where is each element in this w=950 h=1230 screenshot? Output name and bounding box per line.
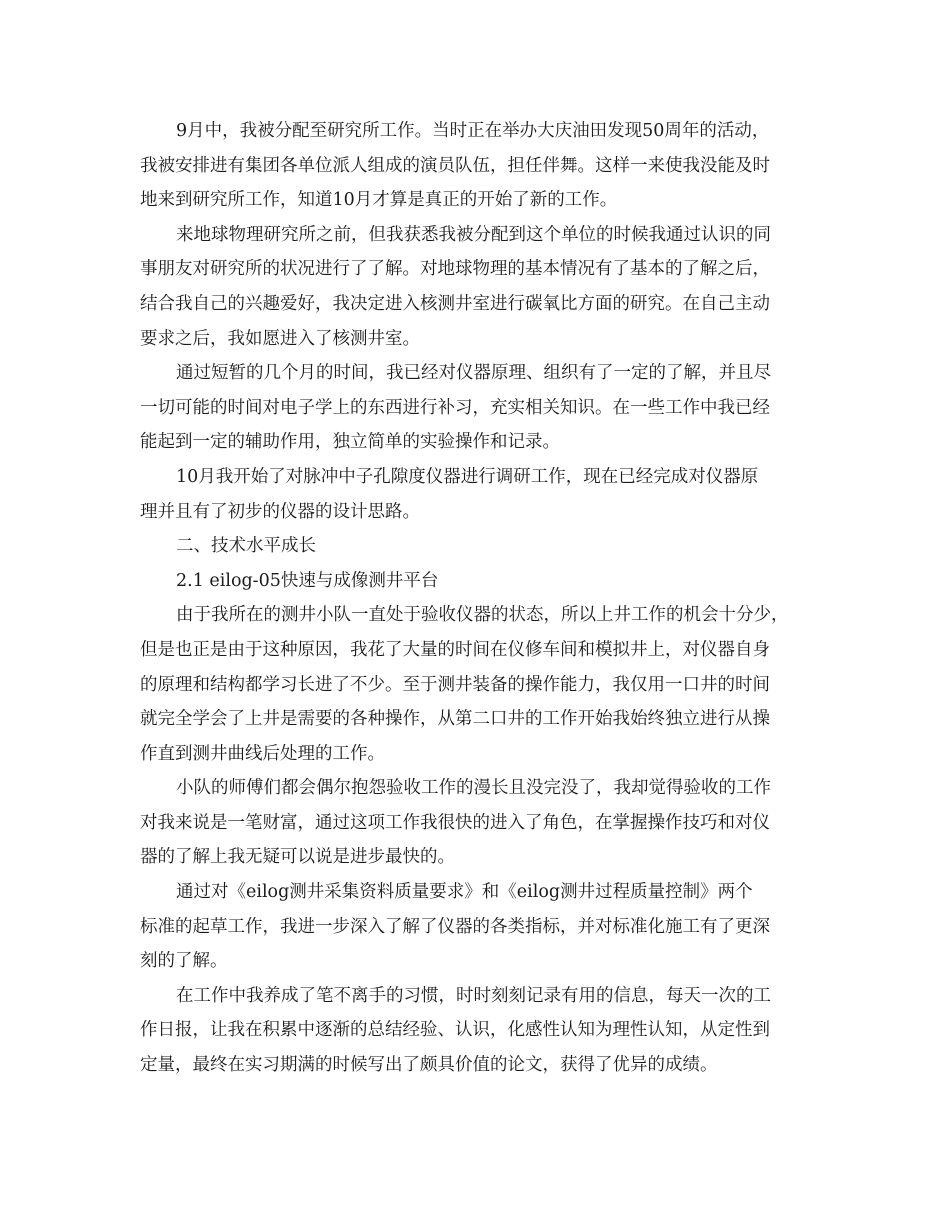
text-line: 作日报，让我在积累中逐渐的总结经验、认识，化感性认知为理性认知，从定性到 xyxy=(140,1020,770,1041)
text-line: 就完全学会了上井是需要的各种操作，从第二口井的工作开始我始终独立进行从操 xyxy=(140,709,770,730)
text-line: 一切可能的时间对电子学上的东西进行补习，充实相关知识。在一些工作中我已经 xyxy=(140,397,770,418)
text-line: 由于我所在的测井小队一直处于验收仪器的状态，所以上井工作的机会十分少， xyxy=(176,605,789,626)
text-line: 通过对《eilog测井采集资料质量要求》和《eilog测井过程质量控制》两个 xyxy=(176,882,753,903)
text-line: 刻的了解。 xyxy=(140,951,228,972)
text-line: 事朋友对研究所的状况进行了了解。对地球物理的基本情况有了基本的了解之后， xyxy=(140,259,770,280)
text-line: 通过短暂的几个月的时间，我已经对仪器原理、组织有了一定的了解，并且尽 xyxy=(176,363,771,384)
text-line: 二、技术水平成长 xyxy=(176,536,316,557)
text-line: 标准的起草工作，我进一步深入了解了仪器的各类指标，并对标准化施工有了更深 xyxy=(140,916,770,937)
document-body xyxy=(140,114,820,1083)
text-line: 能起到一定的辅助作用，独立简单的实验操作和记录。 xyxy=(140,432,560,453)
text-line: 器的了解上我无疑可以说是进步最快的。 xyxy=(140,847,455,868)
text-line: 我被安排进有集团各单位派人组成的演员队伍，担任伴舞。这样一来使我没能及时 xyxy=(140,155,770,176)
text-line: 地来到研究所工作，知道10月才算是真正的开始了新的工作。 xyxy=(140,190,618,211)
text-line: 9月中，我被分配至研究所工作。当时正在举办大庆油田发现50周年的活动， xyxy=(176,121,770,141)
text-line: 定量，最终在实习期满的时候写出了颇具价值的论文，获得了优异的成绩。 xyxy=(140,1055,718,1076)
text-line: 要求之后，我如愿进入了核测井室。 xyxy=(140,328,420,349)
text-line: 在工作中我养成了笔不离手的习惯，时时刻刻记录有用的信息，每天一次的工 xyxy=(176,985,771,1006)
text-line: 理并且有了初步的仪器的设计思路。 xyxy=(140,501,420,522)
text-line: 小队的师傅们都会偶尔抱怨验收工作的漫长且没完没了，我却觉得验收的工作 xyxy=(176,778,771,799)
text-line: 结合我自己的兴趣爱好，我决定进入核测井室进行碳氧比方面的研究。在自己主动 xyxy=(140,293,770,314)
text-line: 作直到测井曲线后处理的工作。 xyxy=(140,743,385,764)
text-line: 10月我开始了对脉冲中子孔隙度仪器进行调研工作，现在已经完成对仪器原 xyxy=(176,466,759,487)
text-line: 2.1 eilog-05快速与成像测井平台 xyxy=(176,570,439,591)
text-line: 对我来说是一笔财富，通过这项工作我很快的进入了角色，在掌握操作技巧和对仪 xyxy=(140,812,770,833)
text-line: 的原理和结构都学习长进了不少。至于测井装备的操作能力，我仅用一口井的时间 xyxy=(140,674,770,695)
text-line: 来地球物理研究所之前，但我获悉我被分配到这个单位的时候我通过认识的同 xyxy=(176,224,771,245)
text-line: 但是也正是由于这种原因，我花了大量的时间在仪修车间和模拟井上，对仪器自身 xyxy=(140,639,770,660)
